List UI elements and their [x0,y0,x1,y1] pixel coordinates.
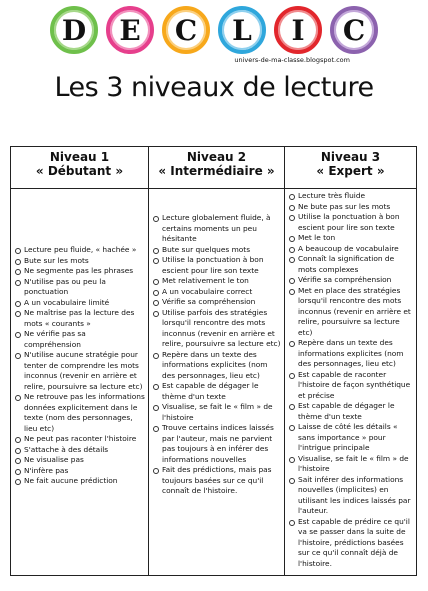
criterion-item: A un vocabulaire correct [153,287,281,298]
criterion-item: Utilise parfois des stratégies lorsqu'il rencontre des mots inconnus (revenir en arrière et relire, poursuivre sa lecture etc) [153,308,281,350]
criterion-item: Lecture peu fluide, « hachée » [15,245,145,256]
website-credit: univers-de-ma-classe.blogspot.com [234,56,350,64]
criteria-list [15,245,145,487]
criterion-item: Met en place des stratégies lorsqu'il rencontre des mots inconnus (revenir en arrière et relire, poursuivre sa lecture etc) [289,286,413,339]
logo-letter-circle: L [218,6,266,54]
column-intermediaire [148,147,284,575]
criterion-item: Sait inférer des informations nouvelles (implicites) en utilisant les indices laissés par l'auteur. [289,475,413,517]
column-header [11,147,148,189]
criterion-item: Vérifie sa compréhension [289,275,413,286]
logo-letter-circle: I [274,6,322,54]
criterion-item: Est capable de dégager le thème d'un texte [289,401,413,422]
column-subheading: « Débutant » [35,164,124,178]
criterion-item: Ne maîtrise pas la lecture des mots « courants » [15,308,145,329]
column-debutant [11,147,148,575]
criterion-item: Met relativement le ton [153,276,281,287]
criterion-item: Ne segmente pas les phrases [15,266,145,277]
criterion-item: A un vocabulaire limité [15,298,145,309]
criterion-item: Ne bute pas sur les mots [289,202,413,213]
logo-letter-circle: D [50,6,98,54]
criterion-item: Repère dans un texte des informations explicites (nom des personnages, lieu etc) [289,338,413,370]
logo-letter-circle: C [330,6,378,54]
column-heading: Niveau 2 [186,150,247,164]
logo-letter-circle: C [162,6,210,54]
criterion-item: Visualise, se fait le « film » de l'histoire [153,402,281,423]
criterion-item: Bute sur quelques mots [153,245,281,256]
criterion-item: Met le ton [289,233,413,244]
column-header [285,147,416,189]
criterion-item: Bute sur les mots [15,256,145,267]
column-expert [284,147,416,575]
page-title: Les 3 niveaux de lecture [54,72,374,103]
criterion-item: Lecture globalement fluide, à certains moments un peu hésitante [153,213,281,245]
criterion-item: A beaucoup de vocabulaire [289,244,413,255]
criterion-item: Est capable de dégager le thème d'un texte [153,381,281,402]
column-subheading: « Expert » [316,164,385,178]
logo-letter-circle: E [106,6,154,54]
criterion-item: Ne visualise pas [15,455,145,466]
criterion-item: N'utilise aucune stratégie pour tenter de comprendre les mots inconnus (revenir en arrière et relire, poursuivre sa lecture etc) [15,350,145,392]
criterion-item: Utilise la ponctuation à bon escient pour lire son texte [153,255,281,276]
criterion-item: Connaît la signification de mots complexes [289,254,413,275]
criterion-item: Est capable de prédire ce qu'il va se passer dans la suite de l'histoire, prédictions basées sur ce qu'il connaît déjà de l'histoire. [289,517,413,570]
criterion-item: Fait des prédictions, mais pas toujours basées sur ce qu'il connaît de l'histoire. [153,465,281,497]
criterion-item: Visualise, se fait le « film » de l'histoire [289,454,413,475]
header [0,0,428,70]
criteria-list [153,213,281,497]
criterion-item: Vérifie sa compréhension [153,297,281,308]
criterion-item: Lecture très fluide [289,191,413,202]
criterion-item: N'utilise pas ou peu la ponctuation [15,277,145,298]
criterion-item: Ne fait aucune prédiction [15,476,145,487]
criterion-item: Repère dans un texte des informations explicites (nom des personnages, lieu etc) [153,350,281,382]
criterion-item: Trouve certains indices laissés par l'auteur, mais ne parvient pas toujours à en inférer des informations nouvelles [153,423,281,465]
declic-logo [50,6,378,54]
criteria-list [289,191,413,569]
column-subheading: « Intermédiaire » [158,164,275,178]
criterion-item: Est capable de raconter l'histoire de façon synthétique et précise [289,370,413,402]
criterion-item: Laisse de côté les détails « sans importance » pour l'intrigue principale [289,422,413,454]
criterion-item: Ne peut pas raconter l'histoire [15,434,145,445]
criterion-item: Ne retrouve pas les informations données explicitement dans le texte (nom des personnages, lieu etc) [15,392,145,434]
criterion-item: Ne vérifie pas sa compréhension [15,329,145,350]
levels-table [10,146,417,576]
column-header [149,147,284,189]
criterion-item: S'attache à des détails [15,445,145,456]
criterion-item: Utilise la ponctuation à bon escient pour lire son texte [289,212,413,233]
column-heading: Niveau 3 [320,150,381,164]
column-heading: Niveau 1 [49,150,110,164]
criterion-item: N'infère pas [15,466,145,477]
